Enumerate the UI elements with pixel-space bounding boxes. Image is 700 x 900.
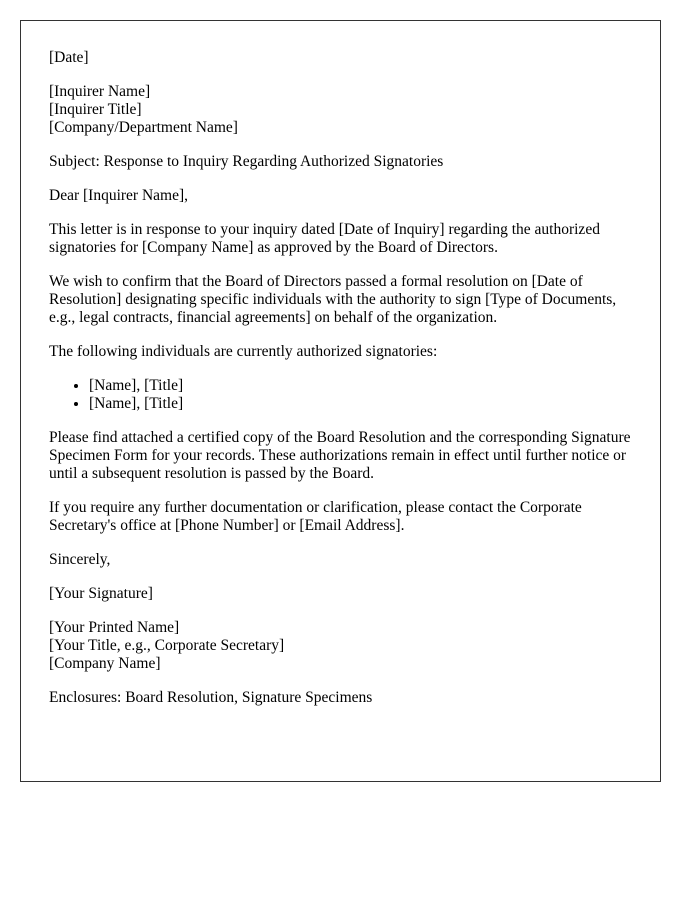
recipient-title: [Inquirer Title] — [49, 101, 142, 118]
sender-block — [49, 619, 632, 673]
paragraph-resolution: We wish to confirm that the Board of Directors passed a formal resolution on [Date of Resolution] designating specific individuals with the authority to sign [Type of Documents, e.g., legal contracts, financial agreements] on behalf of the organization. — [49, 273, 617, 326]
signatories-list — [49, 377, 632, 413]
signatory-item: • [Name], [Title] — [89, 377, 632, 395]
letter-date: [Date] — [49, 49, 89, 66]
sender-name: [Your Printed Name] — [49, 619, 180, 636]
subject-line: Subject: Response to Inquiry Regarding Authorized Signatories — [49, 153, 444, 170]
closing: Sincerely, — [49, 551, 111, 568]
sender-title: [Your Title, e.g., Corporate Secretary] — [49, 637, 285, 654]
letter-document — [20, 20, 661, 782]
sender-company: [Company Name] — [49, 655, 161, 672]
salutation: Dear [Inquirer Name], — [49, 187, 188, 204]
paragraph-signatories-intro: The following individuals are currently authorized signatories: — [49, 343, 438, 360]
signatory-item: • [Name], [Title] — [89, 395, 632, 413]
recipient-block — [49, 83, 632, 137]
recipient-name: [Inquirer Name] — [49, 83, 151, 100]
paragraph-attachments: Please find attached a certified copy of the Board Resolution and the corresponding Signature Specimen Form for your records. These authorizations remain in effect until further notice or until a subsequent resolution is passed by the Board. — [49, 429, 631, 482]
paragraph-contact: If you require any further documentation or clarification, please contact the Corporate Secretary's office at [Phone Number] or [Email Address]. — [49, 499, 582, 534]
signature-placeholder: [Your Signature] — [49, 585, 153, 602]
enclosures-line: Enclosures: Board Resolution, Signature Specimens — [49, 689, 373, 706]
recipient-company: [Company/Department Name] — [49, 119, 238, 136]
paragraph-inquiry-response: This letter is in response to your inquiry dated [Date of Inquiry] regarding the authorized signatories for [Company Name] as approved by the Board of Directors. — [49, 221, 600, 256]
